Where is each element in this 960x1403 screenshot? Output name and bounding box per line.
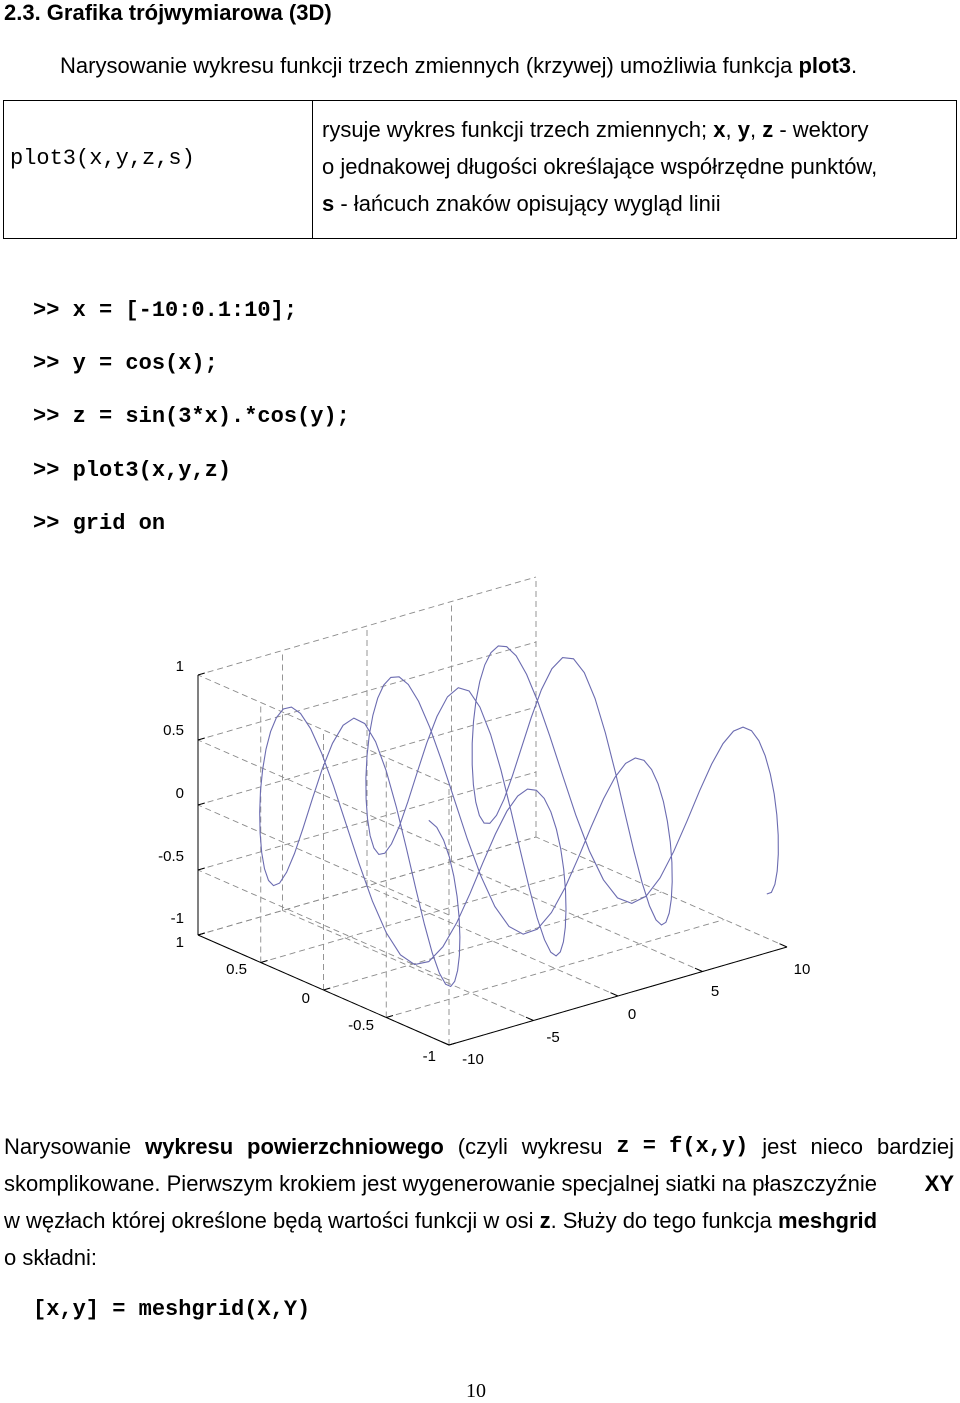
grid-line: [283, 911, 534, 1021]
paragraph-line-4: o składni:: [4, 1245, 97, 1270]
intro-paragraph: [60, 53, 857, 79]
paragraph-line-2: [4, 1165, 954, 1202]
paragraph-text: skomplikowane. Pierwszym krokiem jest wygenerowanie specjalnej siatki na płaszczyźnie: [4, 1171, 878, 1196]
definition-table: [3, 100, 957, 239]
paragraph-word: wykresu: [145, 1134, 234, 1159]
section-heading: 2.3. Grafika trójwymiarowa (3D): [4, 0, 332, 25]
x-tick-label: -10: [462, 1051, 484, 1068]
y-tick-label: 0: [301, 990, 310, 1007]
x-tick: [526, 1017, 534, 1020]
def-rest: - wektory: [773, 117, 869, 142]
definition-line-3: [322, 185, 877, 222]
paragraph-word: bardziej: [876, 1134, 954, 1159]
z-tick: [198, 933, 205, 935]
code-line-1: >> x = [-10:0.1:10];: [33, 298, 298, 323]
z-tick-label: 0.5: [163, 722, 184, 739]
x-tick-label: 0: [627, 1006, 637, 1023]
plot3-chart: [0, 560, 960, 1080]
y-tick: [449, 1043, 456, 1045]
definition-description-cell: [322, 111, 877, 222]
x-tick: [695, 968, 703, 971]
paragraph-word: nieco: [810, 1134, 864, 1159]
page-number: 10: [466, 1380, 486, 1402]
definition-line-2: o jednakowej długości określające współrzędne punktów,: [322, 154, 878, 179]
paragraph-z: z: [539, 1208, 551, 1233]
paragraph-line-1: [4, 1128, 954, 1165]
grid-line: [386, 920, 724, 1018]
z-tick-label: 0: [175, 785, 184, 802]
paragraph-word: wykresu: [521, 1134, 603, 1159]
plot3-curve: [260, 646, 779, 987]
y-tick-label: 0.5: [226, 961, 247, 978]
paragraph-xy: XY: [924, 1171, 954, 1196]
paragraph-word: (czyli: [457, 1134, 508, 1159]
code-line-3: >> z = sin(3*x).*cos(y);: [33, 404, 350, 429]
def-comma: ,: [725, 117, 738, 142]
definition-signature: plot3(x,y,z,s): [10, 146, 195, 171]
x-tick: [779, 944, 787, 947]
z-tick-label: -1: [170, 910, 184, 927]
y-tick-label: -0.5: [348, 1017, 374, 1034]
z-tick-label: -0.5: [158, 848, 184, 865]
paragraph-text: w węzłach której określone będą wartości funkcji w osi: [4, 1208, 540, 1233]
y-tick: [261, 961, 268, 963]
code-line-4: >> plot3(x,y,z): [33, 458, 232, 483]
code-line-2: >> y = cos(x);: [33, 351, 218, 376]
z-tick: [198, 738, 205, 740]
z-tick: [198, 868, 205, 870]
code-line-5: >> grid on: [33, 511, 166, 536]
paragraph-word: powierzchniowego: [247, 1134, 444, 1159]
intro-text: Narysowanie wykresu funkcji trzech zmiennych (krzywej) umożliwia funkcja: [60, 53, 799, 78]
def-s: s: [322, 191, 335, 216]
y-tick: [324, 988, 331, 990]
y-tick-label: 1: [175, 934, 184, 951]
definition-line-1: [322, 111, 877, 148]
paragraph-segment: [4, 1202, 877, 1239]
intro-function-name: plot3: [798, 53, 852, 78]
x-tick-label: 5: [710, 983, 720, 1000]
y-tick: [386, 1016, 393, 1018]
def-z: z: [762, 117, 774, 142]
paragraph-meshgrid: meshgrid: [778, 1208, 878, 1233]
paragraph-word: z = f(x,y): [616, 1134, 749, 1159]
x-tick: [610, 993, 618, 996]
paragraph-line-3: [4, 1202, 954, 1239]
def-s-rest: - łańcuch znaków opisujący wygląd linii: [334, 191, 721, 216]
y-tick-label: -1: [422, 1048, 436, 1065]
intro-end: .: [851, 53, 858, 78]
paragraph-word: jest: [762, 1134, 797, 1159]
grid-line: [324, 892, 662, 990]
surface-plot-paragraph: [4, 1128, 954, 1276]
paragraph-word: Narysowanie: [4, 1134, 132, 1159]
def-x: x: [713, 117, 726, 142]
z-tick: [198, 673, 205, 675]
def-text: rysuje wykres funkcji trzech zmiennych;: [322, 117, 714, 142]
x-tick-label: 10: [793, 961, 811, 978]
syntax-line: [x,y] = meshgrid(X,Y): [33, 1297, 311, 1322]
definition-signature-cell: [4, 101, 313, 238]
z-tick: [198, 803, 205, 805]
x-tick-label: -5: [546, 1029, 560, 1046]
def-comma: ,: [749, 117, 763, 142]
def-y: y: [737, 117, 750, 142]
paragraph-text: . Służy do tego funkcja: [550, 1208, 779, 1233]
x-tick: [441, 1042, 449, 1045]
z-tick-label: 1: [175, 658, 184, 675]
